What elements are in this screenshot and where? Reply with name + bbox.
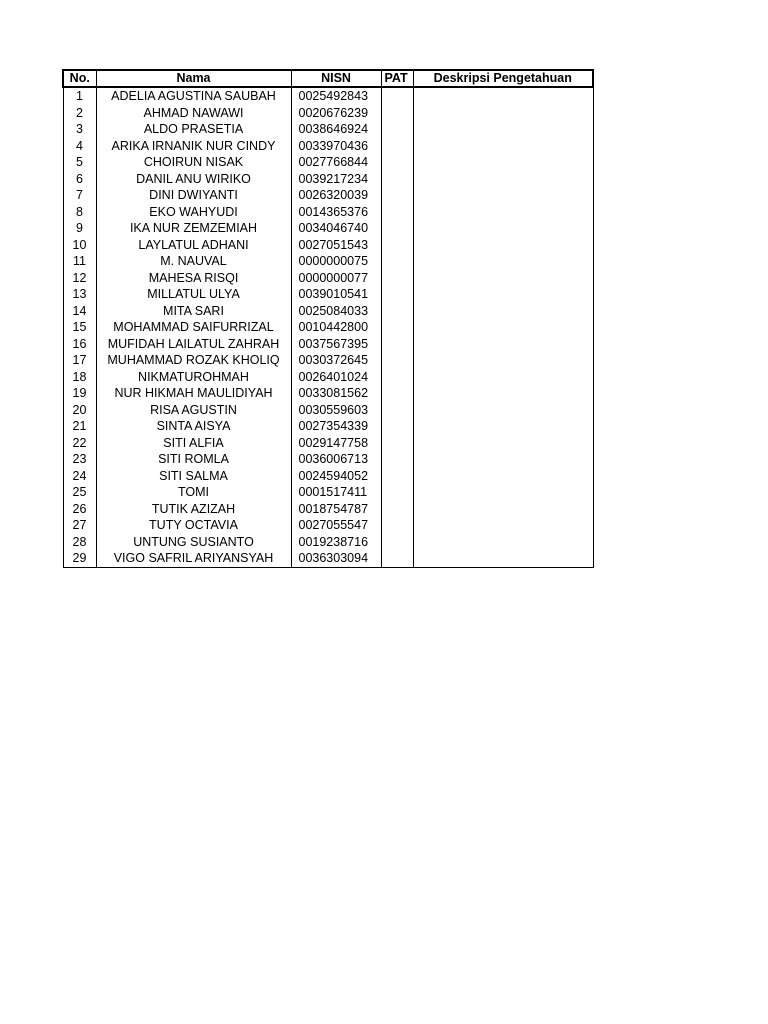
cell-nama: SITI ROMLA bbox=[96, 451, 291, 468]
cell-pat bbox=[381, 105, 413, 122]
cell-no: 26 bbox=[63, 501, 96, 518]
header-no: No. bbox=[63, 70, 96, 87]
cell-nisn: 0027354339 bbox=[291, 418, 381, 435]
cell-nisn: 0014365376 bbox=[291, 204, 381, 221]
cell-deskripsi bbox=[413, 319, 593, 336]
table-row bbox=[63, 154, 593, 171]
header-deskripsi: Deskripsi Pengetahuan bbox=[413, 70, 593, 87]
cell-deskripsi bbox=[413, 435, 593, 452]
cell-nisn: 0039217234 bbox=[291, 171, 381, 188]
cell-nisn: 0030372645 bbox=[291, 352, 381, 369]
cell-nama: DINI DWIYANTI bbox=[96, 187, 291, 204]
table-header bbox=[63, 70, 593, 87]
cell-deskripsi bbox=[413, 87, 593, 105]
cell-nisn: 0030559603 bbox=[291, 402, 381, 419]
cell-nisn: 0033970436 bbox=[291, 138, 381, 155]
cell-deskripsi bbox=[413, 138, 593, 155]
cell-no: 13 bbox=[63, 286, 96, 303]
cell-nama: RISA AGUSTIN bbox=[96, 402, 291, 419]
cell-deskripsi bbox=[413, 204, 593, 221]
table-row bbox=[63, 220, 593, 237]
cell-deskripsi bbox=[413, 303, 593, 320]
cell-nama: MUFIDAH LAILATUL ZAHRAH bbox=[96, 336, 291, 353]
cell-nisn: 0026320039 bbox=[291, 187, 381, 204]
cell-nama: DANIL ANU WIRIKO bbox=[96, 171, 291, 188]
cell-deskripsi bbox=[413, 187, 593, 204]
table-row bbox=[63, 352, 593, 369]
table-row bbox=[63, 171, 593, 188]
table-row bbox=[63, 369, 593, 386]
cell-pat bbox=[381, 253, 413, 270]
cell-pat bbox=[381, 154, 413, 171]
cell-pat bbox=[381, 418, 413, 435]
cell-nama: NUR HIKMAH MAULIDIYAH bbox=[96, 385, 291, 402]
cell-no: 10 bbox=[63, 237, 96, 254]
cell-nisn: 0027055547 bbox=[291, 517, 381, 534]
cell-no: 8 bbox=[63, 204, 96, 221]
cell-nama: M. NAUVAL bbox=[96, 253, 291, 270]
cell-no: 16 bbox=[63, 336, 96, 353]
cell-nama: MUHAMMAD ROZAK KHOLIQ bbox=[96, 352, 291, 369]
table-row bbox=[63, 237, 593, 254]
cell-pat bbox=[381, 121, 413, 138]
table-row bbox=[63, 336, 593, 353]
table-row bbox=[63, 319, 593, 336]
table-row bbox=[63, 87, 593, 105]
cell-nisn: 0001517411 bbox=[291, 484, 381, 501]
cell-pat bbox=[381, 171, 413, 188]
table-row bbox=[63, 121, 593, 138]
cell-deskripsi bbox=[413, 237, 593, 254]
cell-no: 17 bbox=[63, 352, 96, 369]
cell-no: 23 bbox=[63, 451, 96, 468]
cell-no: 22 bbox=[63, 435, 96, 452]
cell-pat bbox=[381, 303, 413, 320]
cell-nama: ALDO PRASETIA bbox=[96, 121, 291, 138]
cell-pat bbox=[381, 435, 413, 452]
cell-nama: TUTIK AZIZAH bbox=[96, 501, 291, 518]
table-row bbox=[63, 517, 593, 534]
cell-nama: UNTUNG SUSIANTO bbox=[96, 534, 291, 551]
cell-deskripsi bbox=[413, 105, 593, 122]
cell-nama: EKO WAHYUDI bbox=[96, 204, 291, 221]
cell-nama: TUTY OCTAVIA bbox=[96, 517, 291, 534]
cell-nama: LAYLATUL ADHANI bbox=[96, 237, 291, 254]
cell-deskripsi bbox=[413, 220, 593, 237]
cell-nama: AHMAD NAWAWI bbox=[96, 105, 291, 122]
cell-nisn: 0010442800 bbox=[291, 319, 381, 336]
cell-nisn: 0033081562 bbox=[291, 385, 381, 402]
table-row bbox=[63, 187, 593, 204]
cell-nama: VIGO SAFRIL ARIYANSYAH bbox=[96, 550, 291, 567]
cell-pat bbox=[381, 220, 413, 237]
cell-no: 2 bbox=[63, 105, 96, 122]
cell-deskripsi bbox=[413, 171, 593, 188]
table-row bbox=[63, 286, 593, 303]
cell-pat bbox=[381, 319, 413, 336]
table-row bbox=[63, 468, 593, 485]
cell-nama: ADELIA AGUSTINA SAUBAH bbox=[96, 87, 291, 105]
cell-no: 27 bbox=[63, 517, 96, 534]
cell-pat bbox=[381, 237, 413, 254]
cell-pat bbox=[381, 468, 413, 485]
cell-nisn: 0029147758 bbox=[291, 435, 381, 452]
cell-nisn: 0039010541 bbox=[291, 286, 381, 303]
cell-deskripsi bbox=[413, 517, 593, 534]
cell-no: 3 bbox=[63, 121, 96, 138]
cell-no: 11 bbox=[63, 253, 96, 270]
cell-pat bbox=[381, 138, 413, 155]
cell-nisn: 0025492843 bbox=[291, 87, 381, 105]
table-row bbox=[63, 204, 593, 221]
cell-nama: ARIKA IRNANIK NUR CINDY bbox=[96, 138, 291, 155]
cell-no: 6 bbox=[63, 171, 96, 188]
cell-deskripsi bbox=[413, 534, 593, 551]
cell-nisn: 0020676239 bbox=[291, 105, 381, 122]
cell-nisn: 0038646924 bbox=[291, 121, 381, 138]
cell-no: 5 bbox=[63, 154, 96, 171]
cell-no: 9 bbox=[63, 220, 96, 237]
cell-nama: MOHAMMAD SAIFURRIZAL bbox=[96, 319, 291, 336]
cell-nisn: 0037567395 bbox=[291, 336, 381, 353]
cell-no: 29 bbox=[63, 550, 96, 567]
cell-pat bbox=[381, 517, 413, 534]
table-row bbox=[63, 451, 593, 468]
cell-deskripsi bbox=[413, 484, 593, 501]
cell-pat bbox=[381, 204, 413, 221]
cell-pat bbox=[381, 336, 413, 353]
cell-pat bbox=[381, 402, 413, 419]
table-row bbox=[63, 501, 593, 518]
cell-deskripsi bbox=[413, 501, 593, 518]
cell-deskripsi bbox=[413, 418, 593, 435]
cell-deskripsi bbox=[413, 121, 593, 138]
cell-no: 1 bbox=[63, 87, 96, 105]
student-table bbox=[62, 69, 594, 568]
cell-deskripsi bbox=[413, 550, 593, 567]
cell-pat bbox=[381, 534, 413, 551]
cell-nama: IKA NUR ZEMZEMIAH bbox=[96, 220, 291, 237]
table-row bbox=[63, 138, 593, 155]
cell-no: 12 bbox=[63, 270, 96, 287]
cell-nama: MAHESA RISQI bbox=[96, 270, 291, 287]
cell-no: 25 bbox=[63, 484, 96, 501]
cell-pat bbox=[381, 451, 413, 468]
cell-nisn: 0018754787 bbox=[291, 501, 381, 518]
cell-pat bbox=[381, 501, 413, 518]
cell-deskripsi bbox=[413, 468, 593, 485]
cell-no: 20 bbox=[63, 402, 96, 419]
cell-nama: SITI SALMA bbox=[96, 468, 291, 485]
cell-nama: MITA SARI bbox=[96, 303, 291, 320]
table-row bbox=[63, 303, 593, 320]
cell-deskripsi bbox=[413, 385, 593, 402]
cell-no: 28 bbox=[63, 534, 96, 551]
cell-nama: SITI ALFIA bbox=[96, 435, 291, 452]
table-row bbox=[63, 385, 593, 402]
cell-pat bbox=[381, 286, 413, 303]
cell-nisn: 0036303094 bbox=[291, 550, 381, 567]
table-row bbox=[63, 550, 593, 567]
cell-no: 19 bbox=[63, 385, 96, 402]
cell-deskripsi bbox=[413, 352, 593, 369]
table-row bbox=[63, 270, 593, 287]
table-row bbox=[63, 484, 593, 501]
cell-nisn: 0034046740 bbox=[291, 220, 381, 237]
cell-deskripsi bbox=[413, 253, 593, 270]
cell-nama: MILLATUL ULYA bbox=[96, 286, 291, 303]
table-row bbox=[63, 435, 593, 452]
table-row bbox=[63, 402, 593, 419]
cell-nama: TOMI bbox=[96, 484, 291, 501]
cell-pat bbox=[381, 385, 413, 402]
cell-pat bbox=[381, 87, 413, 105]
cell-deskripsi bbox=[413, 336, 593, 353]
header-pat: PAT bbox=[381, 70, 413, 87]
header-row bbox=[63, 70, 593, 87]
cell-no: 7 bbox=[63, 187, 96, 204]
cell-nisn: 0019238716 bbox=[291, 534, 381, 551]
cell-no: 4 bbox=[63, 138, 96, 155]
cell-no: 15 bbox=[63, 319, 96, 336]
cell-deskripsi bbox=[413, 286, 593, 303]
cell-nisn: 0036006713 bbox=[291, 451, 381, 468]
cell-deskripsi bbox=[413, 154, 593, 171]
cell-nisn: 0000000075 bbox=[291, 253, 381, 270]
cell-deskripsi bbox=[413, 270, 593, 287]
cell-pat bbox=[381, 484, 413, 501]
cell-pat bbox=[381, 550, 413, 567]
cell-no: 21 bbox=[63, 418, 96, 435]
cell-nisn: 0027051543 bbox=[291, 237, 381, 254]
cell-deskripsi bbox=[413, 451, 593, 468]
cell-pat bbox=[381, 352, 413, 369]
cell-no: 18 bbox=[63, 369, 96, 386]
cell-pat bbox=[381, 270, 413, 287]
cell-nisn: 0025084033 bbox=[291, 303, 381, 320]
cell-pat bbox=[381, 369, 413, 386]
cell-nisn: 0027766844 bbox=[291, 154, 381, 171]
cell-nama: SINTA AISYA bbox=[96, 418, 291, 435]
cell-no: 14 bbox=[63, 303, 96, 320]
table-row bbox=[63, 105, 593, 122]
cell-deskripsi bbox=[413, 369, 593, 386]
table-row bbox=[63, 418, 593, 435]
cell-nama: CHOIRUN NISAK bbox=[96, 154, 291, 171]
cell-nisn: 0000000077 bbox=[291, 270, 381, 287]
cell-nisn: 0024594052 bbox=[291, 468, 381, 485]
header-nisn: NISN bbox=[291, 70, 381, 87]
cell-nama: NIKMATUROHMAH bbox=[96, 369, 291, 386]
cell-nisn: 0026401024 bbox=[291, 369, 381, 386]
table-row bbox=[63, 253, 593, 270]
cell-no: 24 bbox=[63, 468, 96, 485]
student-table-container bbox=[62, 69, 594, 568]
cell-deskripsi bbox=[413, 402, 593, 419]
table-row bbox=[63, 534, 593, 551]
cell-pat bbox=[381, 187, 413, 204]
table-body bbox=[63, 87, 593, 567]
header-nama: Nama bbox=[96, 70, 291, 87]
